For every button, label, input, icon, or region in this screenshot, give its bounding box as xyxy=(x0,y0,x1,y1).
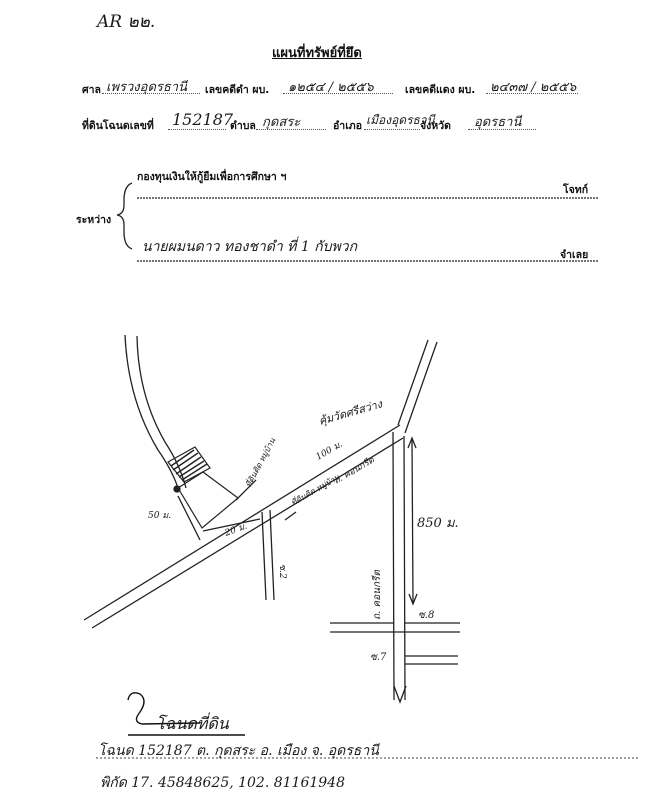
defendant-role: จำเลย xyxy=(560,249,589,261)
road-100-label: 100 ม. xyxy=(314,439,345,463)
defendant-name: นายผมนดาว ทองชาดำ ที่ 1 กับพวก xyxy=(142,239,358,255)
land-right-label: ที่ดินติด หมู่บ้าน xyxy=(289,472,342,508)
coordinates: พิกัด 17. 45848625, 102. 81161948 xyxy=(100,775,345,791)
subdistrict-label: ตำบล xyxy=(230,120,256,132)
south-arrow xyxy=(394,686,406,702)
village-label: คุ้มวัดศรีสว่าง xyxy=(317,397,384,428)
paved-road-vertical-label: ถ. คอนกรีต xyxy=(372,570,383,620)
soi-2-road xyxy=(262,512,266,600)
red-case-label: เลขคดีแดง ผบ. xyxy=(405,84,476,96)
subdistrict-value: กุดสระ xyxy=(262,115,301,130)
deed-value: 152187 xyxy=(172,110,234,129)
soi-7-label: ซ.7 xyxy=(370,652,387,663)
court-value: เพรวงอุดรธานี xyxy=(106,80,187,95)
court-label: ศาล xyxy=(82,84,101,96)
province-label: จังหวัด xyxy=(420,120,451,132)
soi-2-label: ซ.2 xyxy=(277,564,287,579)
between-label: ระหว่าง xyxy=(76,214,112,226)
province-value: อุดรธานี xyxy=(474,115,522,130)
plaintiff-name: กองทุนเงินให้กู้ยืมเพื่อการศึกษา ฯ xyxy=(137,171,287,183)
land-left-label: ที่ดินติด หมู่บ้าน xyxy=(243,436,278,489)
dist-50-label: 50 ม. xyxy=(148,511,172,521)
district-value: เมืองอุดรธานี xyxy=(366,113,435,127)
dist-20-label: 20 ม. xyxy=(223,521,249,539)
plaintiff-role: โจทก์ xyxy=(563,184,589,196)
page-title: แผนที่ทรัพย์ที่ยึด xyxy=(272,46,362,61)
deed-label: ที่ดินโฉนดเลขที่ xyxy=(82,120,154,132)
paved-road-top-label: ถ. คอนกรีต xyxy=(332,455,377,487)
corner-note: AR ๒๒. xyxy=(97,12,156,32)
soi-8-label: ซ.8 xyxy=(418,610,435,621)
district-label: อำเภอ xyxy=(333,120,363,132)
road-right-top xyxy=(398,340,428,425)
signature-caption: โฉนดที่ดิน xyxy=(156,714,229,733)
road-vertical xyxy=(393,432,394,700)
parties-brace xyxy=(117,183,598,261)
red-case-value: ๒๔๓๗ / ๒๕๕๖ xyxy=(490,80,577,95)
dist-850-label: 850 ม. xyxy=(417,516,459,531)
footer-line: โฉนด 152187 ต. กุดสระ อ. เมือง จ. อุดรธานี xyxy=(98,743,379,759)
hatched-block xyxy=(168,447,210,482)
black-case-value: ๑๒๕๔ / ๒๕๕๖ xyxy=(288,80,374,95)
black-case-label: เลขคดีดำ ผบ. xyxy=(205,84,270,96)
